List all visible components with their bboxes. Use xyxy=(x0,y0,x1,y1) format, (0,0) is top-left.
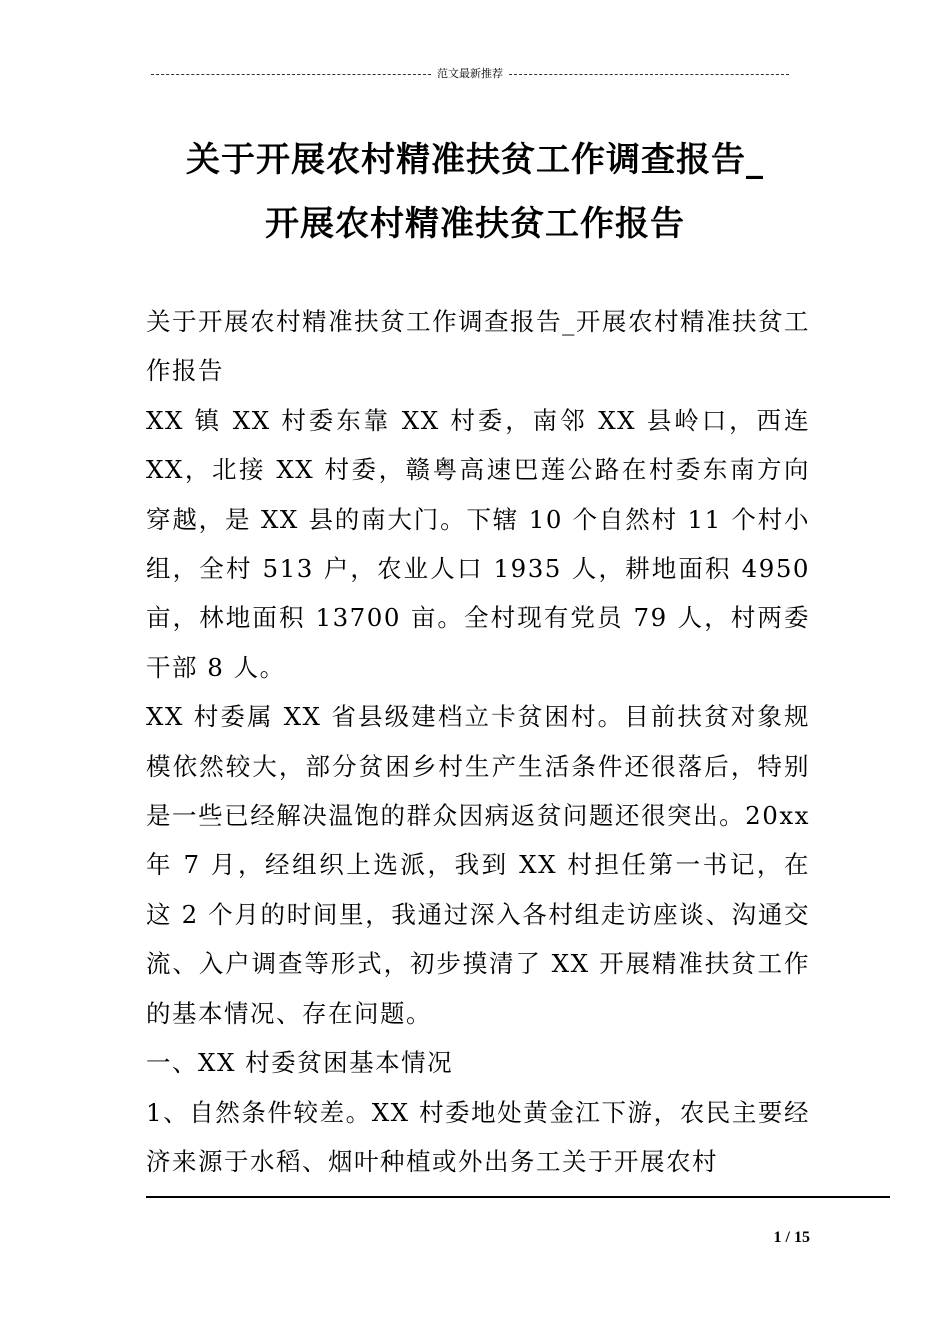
title-line-2: 开展农村精准扶贫工作报告 xyxy=(265,204,685,244)
section-heading: 一、XX 村委贫困基本情况 xyxy=(146,1048,454,1078)
body-paragraph-status: XX 村委属 XX 省县级建档立卡贫困村。目前扶贫对象规模依然较大，部分贫困乡村生产生活条件还很落后，特别是一些已经解决温饱的群众因病返贫问题还很突出。20xx 年 7 月，经组织上选派，我到 XX 村担任第一书记，在这 2 个月的时间里，我通过深入各村组走访座谈、沟通交流、入户调查等形式，初步摸清了 XX 开展精准扶贫工作的基本情况、存在问题。 xyxy=(146,702,810,1028)
document-title xyxy=(100,128,850,256)
page-header xyxy=(145,64,795,84)
body-subtitle: 关于开展农村精准扶贫工作调查报告_开展农村精准扶贫工作报告 xyxy=(146,307,810,386)
body-paragraph-intro: XX 镇 XX 村委东靠 XX 村委，南邻 XX 县岭口，西连 XX，北接 XX 村委，赣粤高速巴莲公路在村委东南方向穿越，是 XX 县的南大门。下辖 10 个自然村 11 个村小组，全村 513 户，农业人口 1935 人，耕地面积 4950 亩，林地面积 13700 亩。全村现有党员 79 人，村两委干部 8 人。 xyxy=(146,405,810,682)
body-paragraph-item-1: 1、自然条件较差。XX 村委地处黄金江下游，农民主要经济来源于水稻、烟叶种植或外出务工关于开展农村 xyxy=(146,1097,810,1176)
page-number: 1 / 15 xyxy=(773,1229,810,1246)
header-rule-left xyxy=(151,74,431,75)
header-rule-right xyxy=(509,74,789,75)
header-text: 范文最新推荐 xyxy=(437,67,503,80)
document-body xyxy=(146,297,810,1186)
footer-divider xyxy=(146,1196,890,1198)
title-line-1: 关于开展农村精准扶贫工作调查报告_ xyxy=(186,140,764,180)
